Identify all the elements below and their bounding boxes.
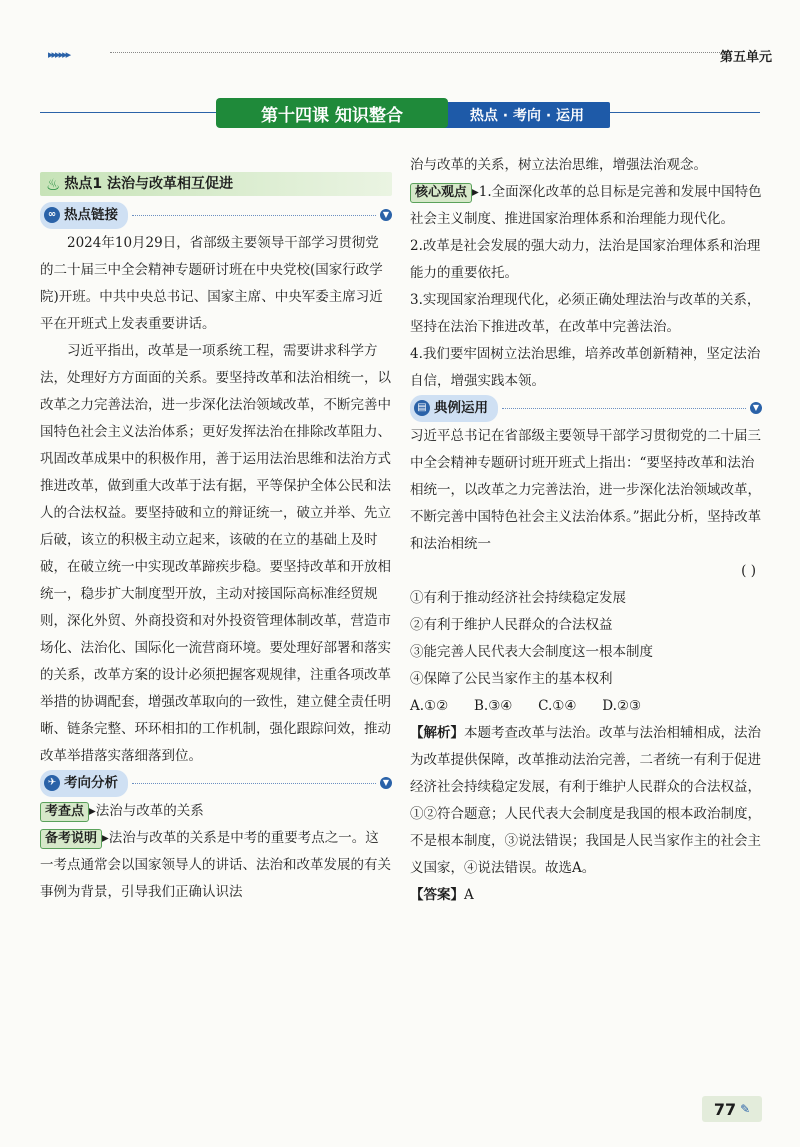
option-4: ④保障了公民当家作主的基本权利 [410, 671, 613, 687]
left-column [40, 152, 392, 906]
continued-text: 治与改革的关系，树立法治思维，增强法治观念。 [410, 157, 707, 173]
unit-label: 第五单元 [719, 50, 772, 65]
chevron-down-icon: ▼ [380, 777, 392, 789]
banner-subtitle: 热点 · 考向 · 运用 [414, 102, 610, 128]
pen-icon: ✎ [740, 1102, 751, 1116]
exam-point: 考查点 ▸法治与改革的关系 [40, 798, 392, 825]
answer-paren: ( ) [741, 563, 756, 579]
question-stem: 习近平总书记在省部级主要领导干部学习贯彻党的二十届三中全会精神专题研讨班开班式上指出：“要坚持改革和法治相统一，以改革之力完善法治，进一步深化法治领域改革，不断完善中国特色社会主义法治体系。”据此分析，坚持改革和法治相统一 [410, 428, 762, 552]
top-bar [40, 44, 800, 70]
banner-title: 第十四课 知识整合 [216, 98, 448, 128]
choices: A.①② B.③④ C.①④ D.②③ [410, 698, 642, 714]
arrow-decoration: ▸▸▸▸▸▸ [48, 48, 70, 61]
core-point-1: 核心观点 ▸1.全面深化改革的总目标是完善和发展中国特色社会主义制度、推进国家治理体系和治理能力现代化。 [410, 184, 762, 227]
flame-icon: ♨ [46, 174, 61, 194]
news-paragraph-1: 2024年10月29日，省部级主要领导干部学习贯彻党的二十届三中全会精神专题研讨班在中央党校(国家行政学院)开班。中共中央总书记、国家主席、中央军委主席习近平在开班式上发表重要讲话。 [40, 235, 383, 332]
news-paragraph-2: 习近平指出，改革是一项系统工程，需要讲求科学方法，处理好方方面面的关系。要坚持改革和法治相统一，以改革之力完善法治，进一步深化法治领域改革，不断完善中国特色社会主义法治体系；更好发挥法治在排除改革阻力、巩固改革成果中的积极作用，善于运用法治思维和法治方式推进改革，做到重大改革于法有据，平等保护全体公民和法人的合法权益。要坚持破和立的辩证统一，破立并举、先立后破，该立的积极主动立起来，该破的在立的基础上及时破，在破立统一中实现改革蹄疾步稳。要坚持改革和开放相统一，稳步扩大制度型开放，主动对接国际高标准经贸规则，深化外贸、外商投资和对外投资管理体制改革，营造市场化、法治化、国际化一流营商环境。要处理好部署和落实的关系，改革方案的设计必须把握客观规律，注重各项改革举措的协调配套，增强改革取向的一致性，建立健全责任明晰、链条完整、环环相扣的工作机制，强化跟踪问效，推动改革举措落实落细落到位。 [40, 343, 391, 764]
core-point-4: 4.我们要牢固树立法治思维，培养改革创新精神，坚定法治自信，增强实践本领。 [410, 346, 761, 389]
option-2: ②有利于维护人民群众的合法权益 [410, 617, 613, 633]
option-3: ③能完善人民代表大会制度这一根本制度 [410, 644, 653, 660]
core-point-3: 3.实现国家治理现代化，必须正确处理法治与改革的关系，坚持在法治下推进改革，在改革中完善法治。 [410, 292, 761, 335]
section-analysis-header: ✈ 考向分析 ▼ [40, 772, 392, 794]
top-divider [110, 52, 730, 53]
hot-topic-title: 热点1 法治与改革相互促进 [64, 175, 233, 192]
hot-topic-header [40, 172, 392, 196]
page-number: 77 ✎ [702, 1096, 762, 1122]
core-point-2: 2.改革是社会发展的强大动力，法治是国家治理体系和治理能力的重要依托。 [410, 238, 761, 281]
prep-note: 备考说明 ▸法治与改革的关系是中考的重要考点之一。这一考点通常会以国家领导人的讲话、法治和改革发展的有关事例为背景，引导我们正确认识法 [40, 830, 391, 900]
section-link-header: ∞ 热点链接 ▼ [40, 204, 392, 226]
link-icon: ∞ [44, 207, 60, 223]
right-column [410, 152, 762, 909]
answer: 【答案】A [410, 887, 474, 903]
option-1: ①有利于推动经济社会持续稳定发展 [410, 590, 626, 606]
analysis: 【解析】本题考查改革与法治。改革与法治相辅相成，法治为改革提供保障，改革推动法治完善，二者统一有利于促进经济社会持续稳定发展，有利于维护人民群众的合法权益，①②符合题意；人民代表大会制度是我国的根本政治制度，不是根本制度，③说法错误；我国是人民当家作主的社会主义国家，④说法错误。故选A。 [410, 725, 761, 876]
book-icon: ▤ [414, 400, 430, 416]
lesson-banner [40, 96, 760, 132]
compass-icon: ✈ [44, 775, 60, 791]
chevron-down-icon: ▼ [750, 402, 762, 414]
chevron-down-icon: ▼ [380, 209, 392, 221]
section-example-header: ▤ 典例运用 ▼ [410, 397, 762, 419]
